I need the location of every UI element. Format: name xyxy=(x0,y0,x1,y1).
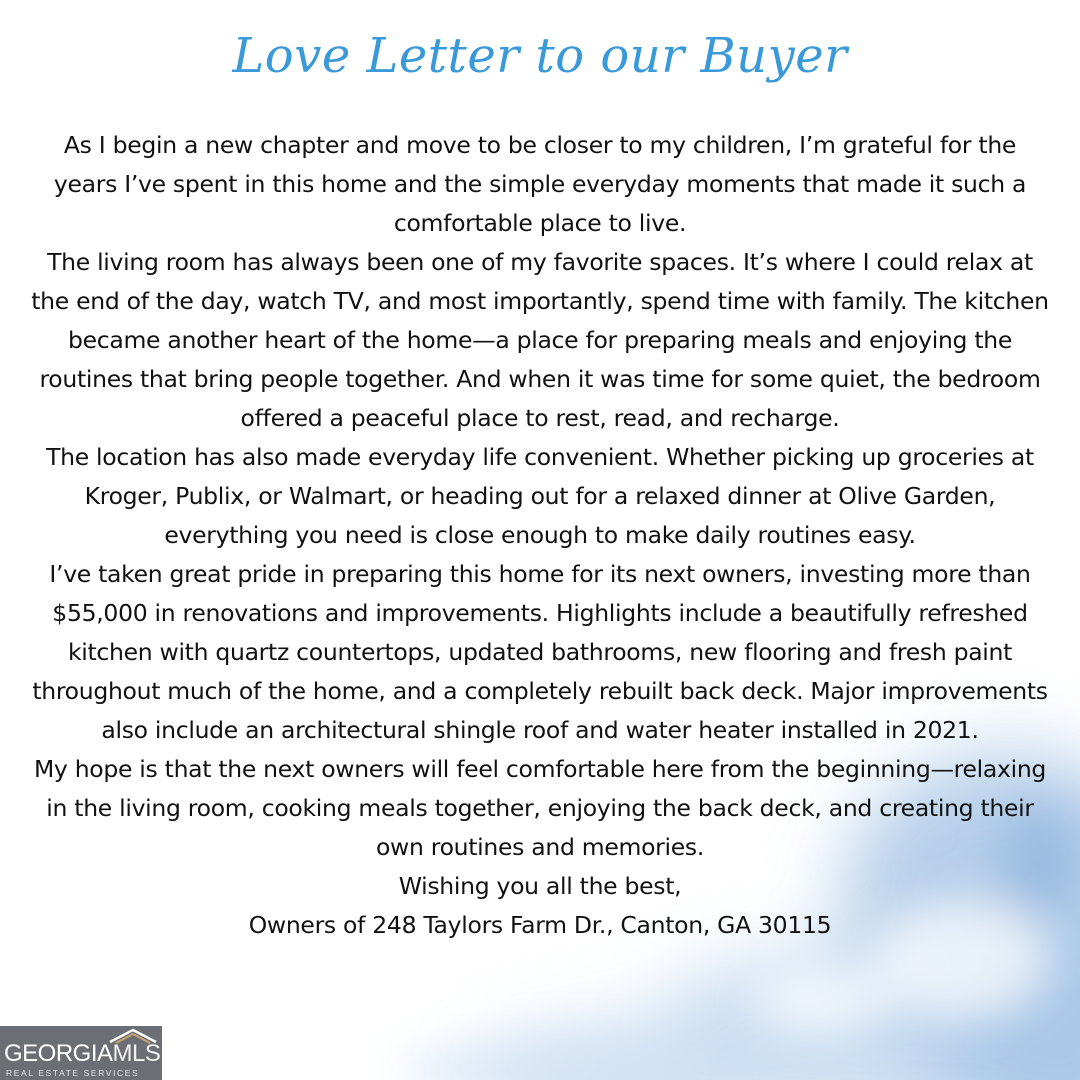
logo-brand-suffix: MLS xyxy=(112,1040,161,1067)
letter-paragraph: The living room has always been one of my favorite spaces. It’s where I could relax at the end of the day, watch TV, and most importantly, spend time with family. The kitchen became another heart of the home—a place for preparing meals and enjoying the routines that bring people together. And when it was time for some quiet, the bedroom offered a peaceful place to rest, read, and recharge. xyxy=(31,248,1049,432)
letter-paragraph: I’ve taken great pride in preparing this home for its next owners, investing more than $55,000 in renovations and improvements. Highlights include a beautifully refreshed kitchen with quartz countertops, updated bathrooms, new flooring and fresh paint throughout much of the home, and a completely rebuilt back deck. Major improvements also include an architectural shingle roof and water heater installed in 2021. xyxy=(32,560,1048,744)
letter-title: Love Letter to our Buyer xyxy=(232,28,848,84)
logo-brand: GEORGIA xyxy=(4,1040,113,1067)
letter-body xyxy=(30,126,1050,945)
georgia-mls-logo xyxy=(0,1026,162,1080)
logo-tagline: REAL ESTATE SERVICES xyxy=(6,1068,140,1078)
letter-signature: Owners of 248 Taylors Farm Dr., Canton, GA 30115 xyxy=(248,911,832,939)
letter-paragraph: My hope is that the next owners will feel comfortable here from the beginning—relaxing in the living room, cooking meals together, enjoying the back deck, and creating their own routines and memories. xyxy=(33,755,1047,861)
logo-wordmark xyxy=(4,1041,160,1067)
letter-paragraph: As I begin a new chapter and move to be closer to my children, I’m grateful for the years I’ve spent in this home and the simple everyday moments that made it such a comfortable place to live. xyxy=(53,131,1027,237)
letter-paragraph: The location has also made everyday life convenient. Whether picking up groceries at Kroger, Publix, or Walmart, or heading out for a relaxed dinner at Olive Garden, everything you need is close enough to make daily routines easy. xyxy=(46,443,1034,549)
letter-closing: Wishing you all the best, xyxy=(398,872,682,900)
